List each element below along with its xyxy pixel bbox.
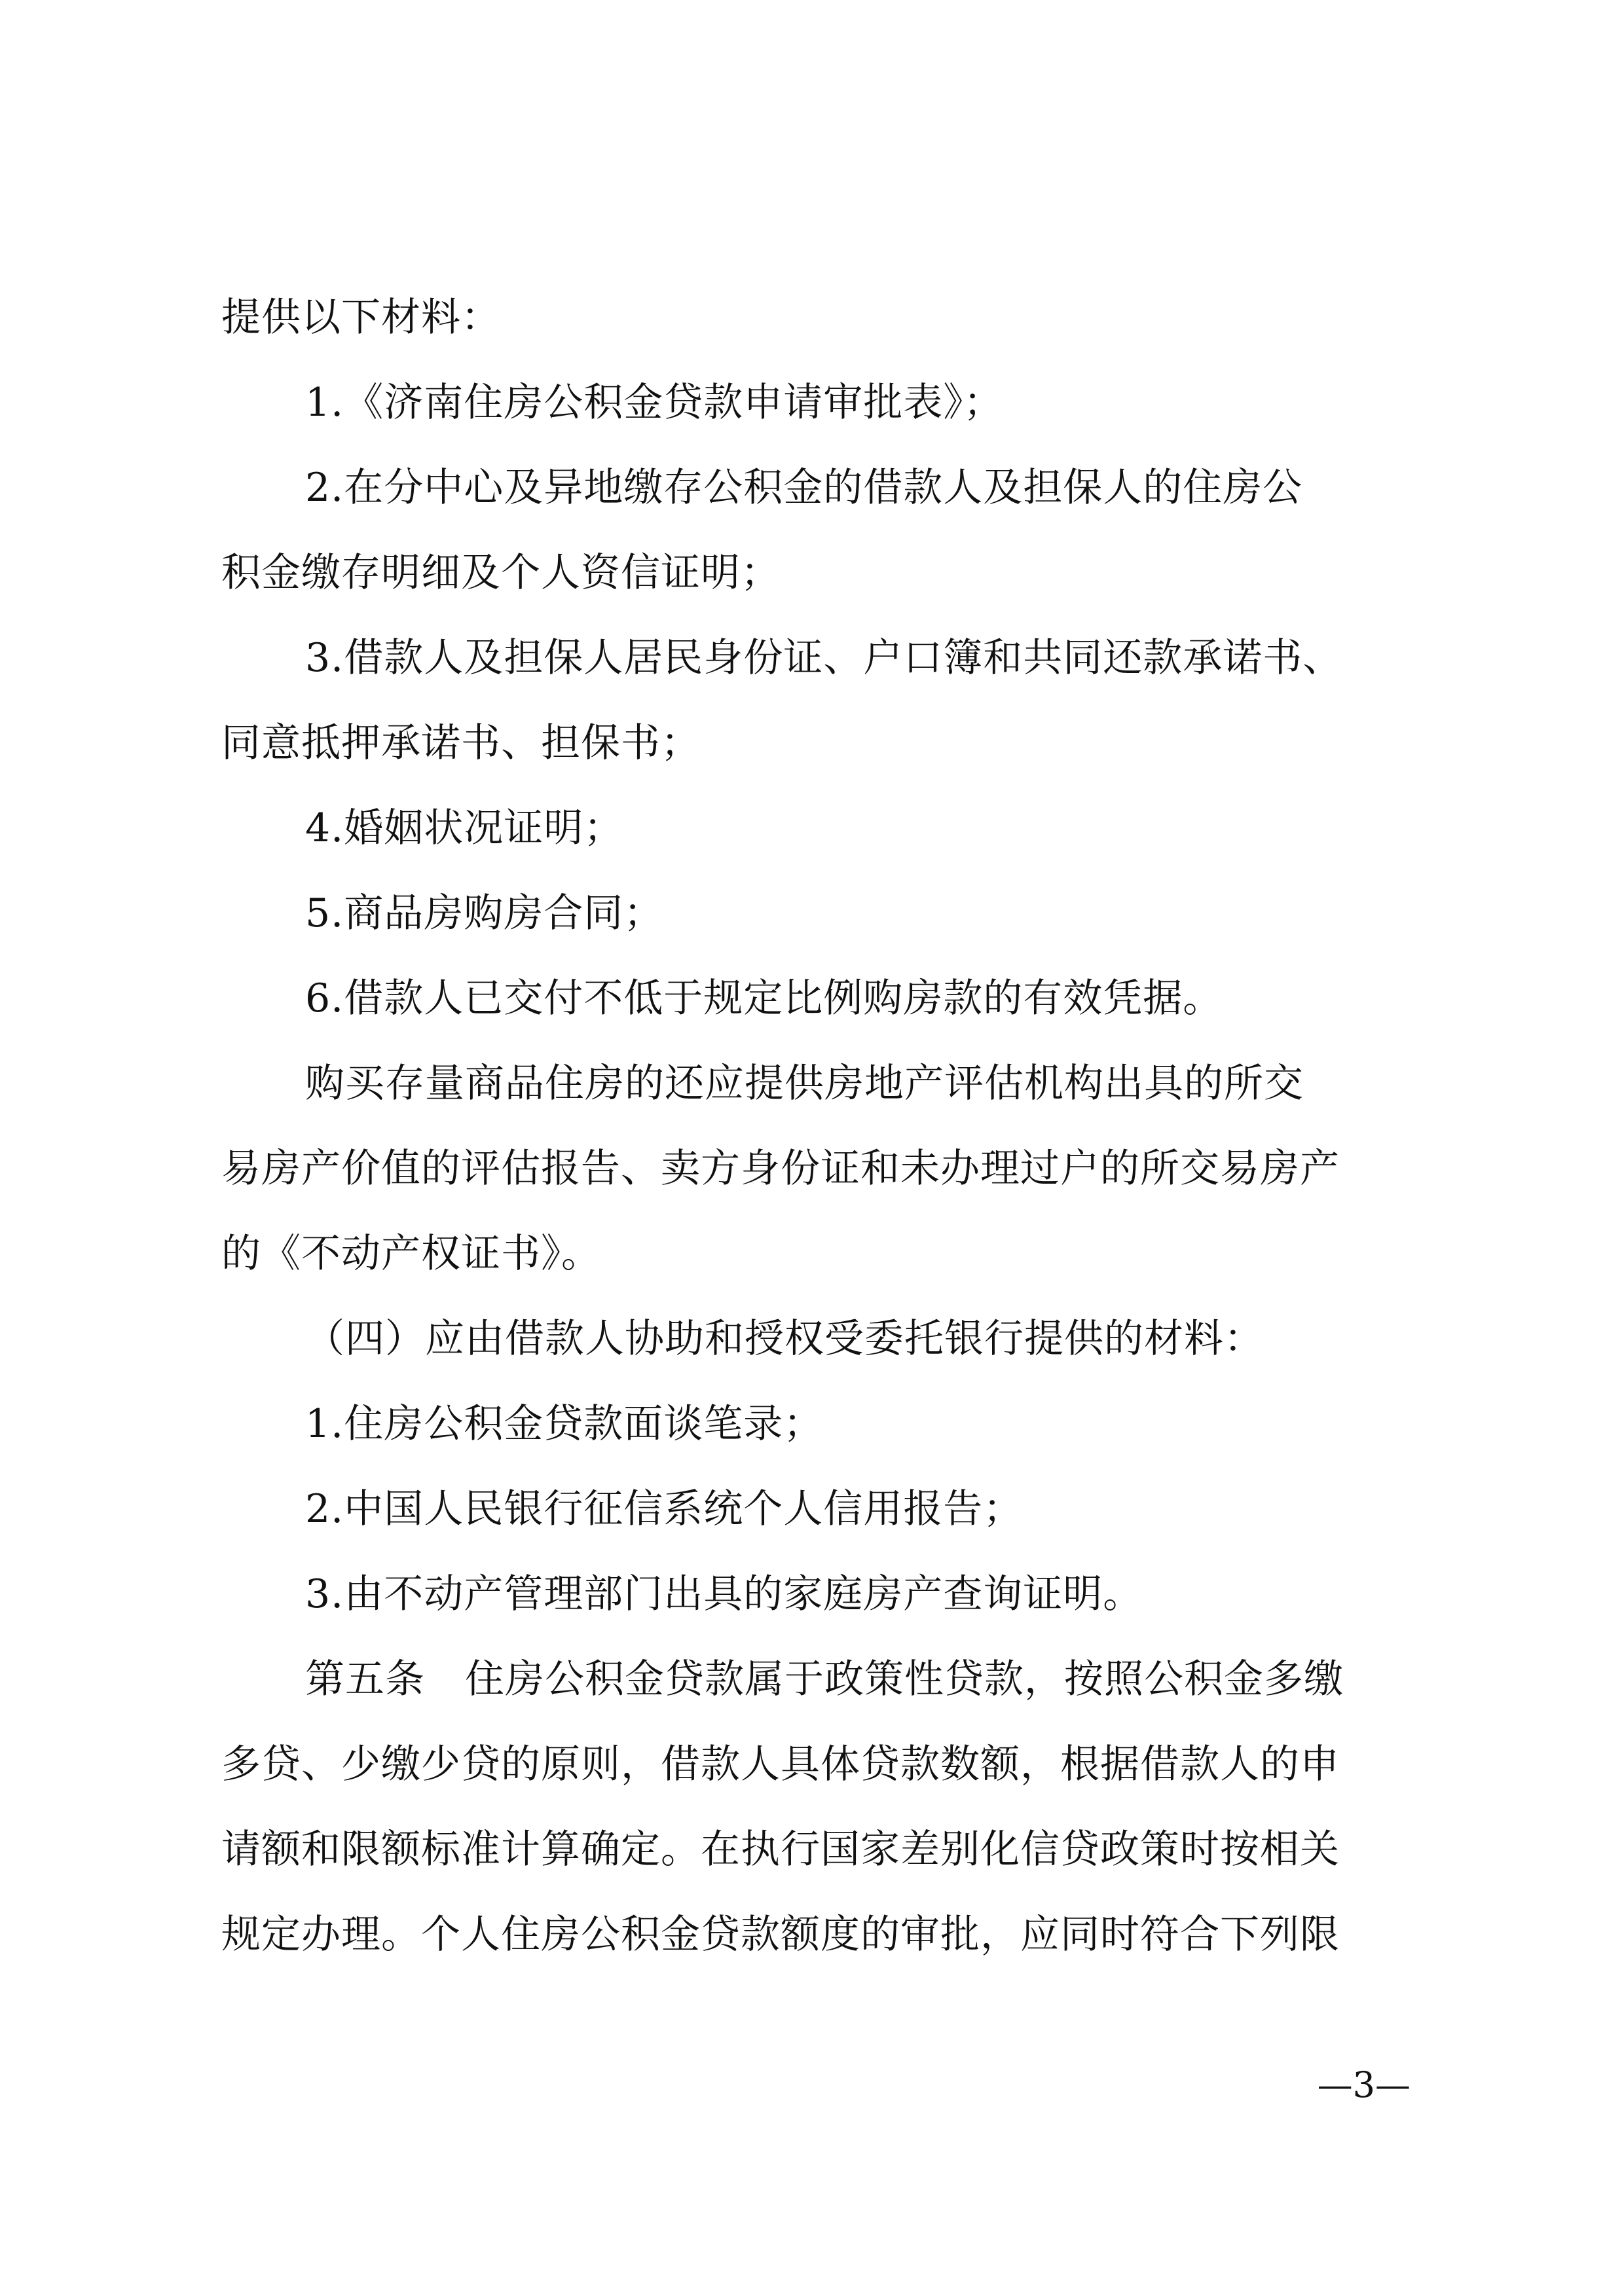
text-line-12: 的《不动产权证书》。 [221, 1231, 601, 1277]
page-number: —3— [1317, 2064, 1411, 2105]
text-line-15: 2.中国人民银行征信系统个人信用报告； [305, 1486, 1024, 1532]
text-line-1: 提供以下材料： [221, 295, 501, 340]
text-line-11: 易房产价值的评估报告、卖方身份证和未办理过户的所交易房产 [221, 1146, 1340, 1192]
text-line-4: 积金缴存明细及个人资信证明； [221, 550, 781, 596]
text-line-13: （四）应由借款人协助和授权受委托银行提供的材料： [305, 1316, 1264, 1362]
text-line-17: 第五条 住房公积金贷款属于政策性贷款，按照公积金多缴 [305, 1656, 1344, 1702]
text-line-9: 6.借款人已交付不低于规定比例购房款的有效凭据。 [305, 975, 1223, 1021]
text-line-10: 购买存量商品住房的还应提供房地产评估机构出具的所交 [305, 1061, 1304, 1106]
text-line-2: 1.《济南住房公积金贷款申请审批表》； [305, 380, 1004, 426]
text-line-14: 1.住房公积金贷款面谈笔录； [305, 1401, 824, 1447]
text-line-16: 3.由不动产管理部门出具的家庭房产查询证明。 [305, 1571, 1143, 1617]
text-line-5: 3.借款人及担保人居民身份证、户口簿和共同还款承诺书、 [305, 635, 1343, 681]
text-line-6: 同意抵押承诺书、担保书； [221, 720, 701, 766]
text-line-3: 2.在分中心及异地缴存公积金的借款人及担保人的住房公 [305, 465, 1303, 511]
text-line-19: 请额和限额标准计算确定。在执行国家差别化信贷政策时按相关 [221, 1827, 1340, 1872]
text-line-7: 4.婚姻状况证明； [305, 805, 624, 851]
text-line-20: 规定办理。个人住房公积金贷款额度的审批，应同时符合下列限 [221, 1912, 1340, 1958]
text-line-18: 多贷、少缴少贷的原则，借款人具体贷款数额，根据借款人的申 [221, 1741, 1340, 1787]
text-line-8: 5.商品房购房合同； [305, 890, 664, 936]
